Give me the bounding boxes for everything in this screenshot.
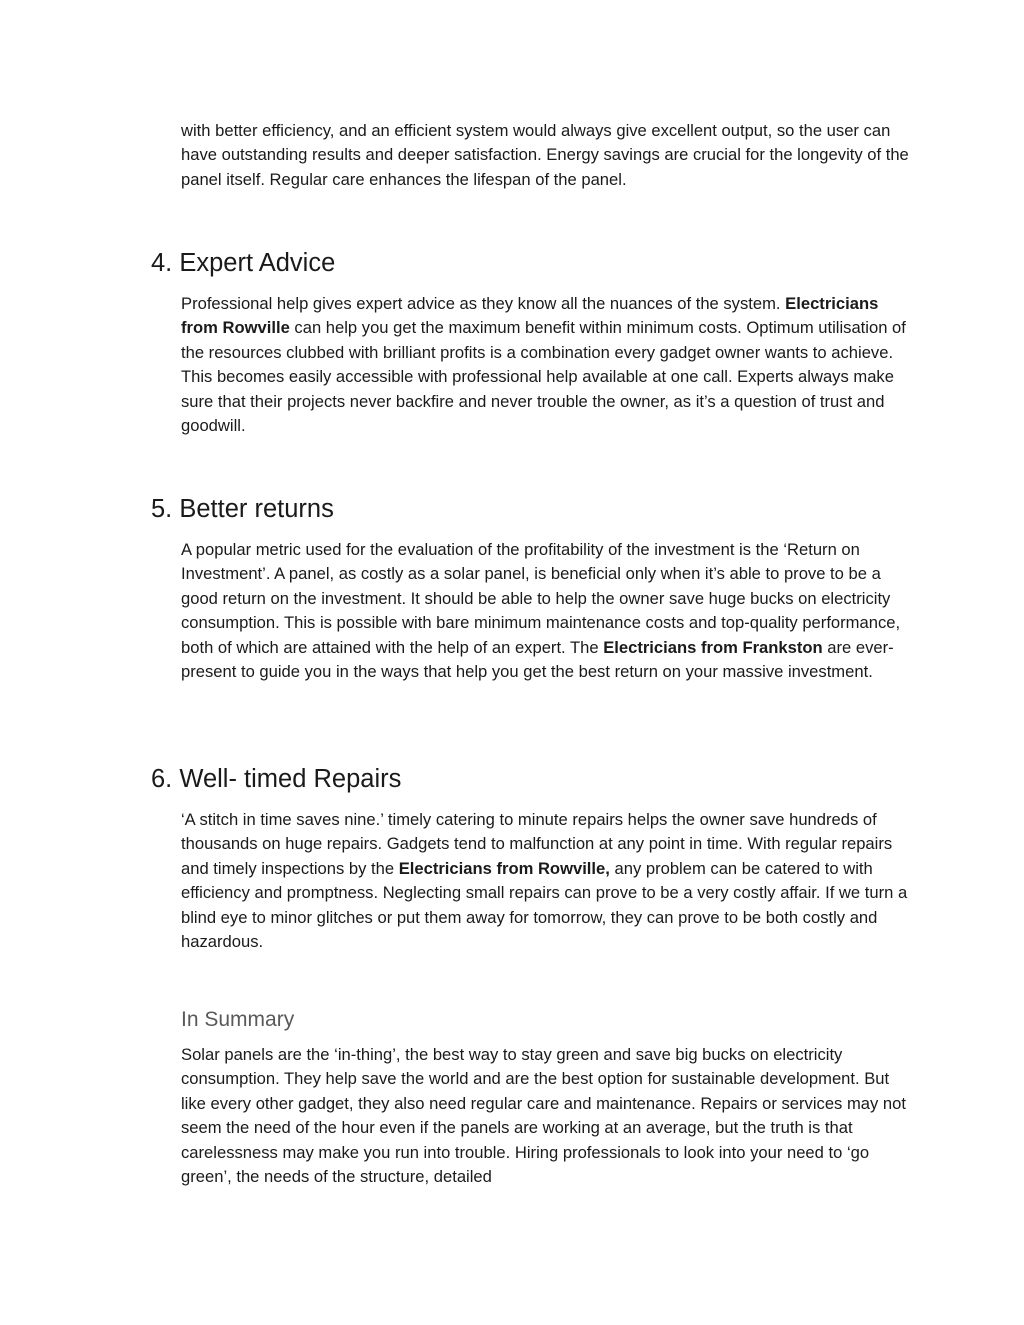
bold-keyword: Electricians from Frankston [603, 637, 823, 657]
bold-keyword: Electricians from Rowville [181, 294, 879, 338]
paragraph-text: any problem can be catered to with efficiency and promptness. Neglecting small repairs can prove to be a very costly affair. If we turn a blind eye to minor glitches or put them away for tomorrow, they can prove to be both costly and hazardous. [181, 858, 908, 952]
paragraph-text: can help you get the maximum benefit within minimum costs. Optimum utilisation of the resources clubbed with brilliant profits is a combination every gadget owner wants to achieve. This becomes easily accessible with professional help available at one call. Experts always make sure that their projects never backfire and never trouble the owner, as it’s a question of trust and goodwill. [181, 318, 906, 436]
intro-paragraph: with better efficiency, and an efficient system would always give excellent output, so the user can have outstanding results and deeper satisfaction. Energy savings are crucial for the longevity of the panel itself. Regular care enhances the lifespan of the panel. [181, 121, 909, 189]
paragraph-text: Professional help gives expert advice as they know all the nuances of the system. [181, 294, 786, 313]
paragraph-text: ‘A stitch in time saves nine.’ timely catering to minute repairs helps the owner save hundreds of thousands on huge repairs. Gadgets tend to malfunction at any point in time. With regular repairs and timely inspections by the [181, 810, 893, 878]
paragraph-text: A popular metric used for the evaluation of the profitability of the investment is the ‘Return on Investment’. A panel, as costly as a solar panel, is beneficial only when it’s able to prove to be a good return on the investment. It should be able to help the owner save huge bucks on electricity consumption. This is possible with bare minimum maintenance costs and top-quality performance, both of which are attained with the help of an expert. The [181, 540, 901, 657]
section-paragraph-better-returns [181, 538, 911, 684]
section-paragraph-expert-advice [181, 292, 911, 438]
section-heading-expert-advice: 4. Expert Advice [151, 249, 336, 277]
summary-paragraph: Solar panels are the ‘in-thing’, the best way to stay green and save big bucks on electricity consumption. They help save the world and are the best option for sustainable development. But like every other gadget, they also need regular care and maintenance. Repairs or services may not seem the need of the hour even if the panels are working at an average, but the truth is that carelessness may make you run into trouble. Hiring professionals to look into your need to ‘go green’, the needs of the structure, detailed [181, 1045, 906, 1187]
section-paragraph-well-timed-repairs [181, 808, 911, 954]
summary-heading: In Summary [181, 1008, 295, 1031]
paragraph-text: are ever-present to guide you in the ways that help you get the best return on your massive investment. [181, 637, 894, 682]
bold-keyword: Electricians from Rowville, [398, 858, 610, 878]
section-heading-well-timed-repairs: 6. Well- timed Repairs [151, 765, 402, 793]
section-heading-better-returns: 5. Better returns [151, 495, 334, 523]
